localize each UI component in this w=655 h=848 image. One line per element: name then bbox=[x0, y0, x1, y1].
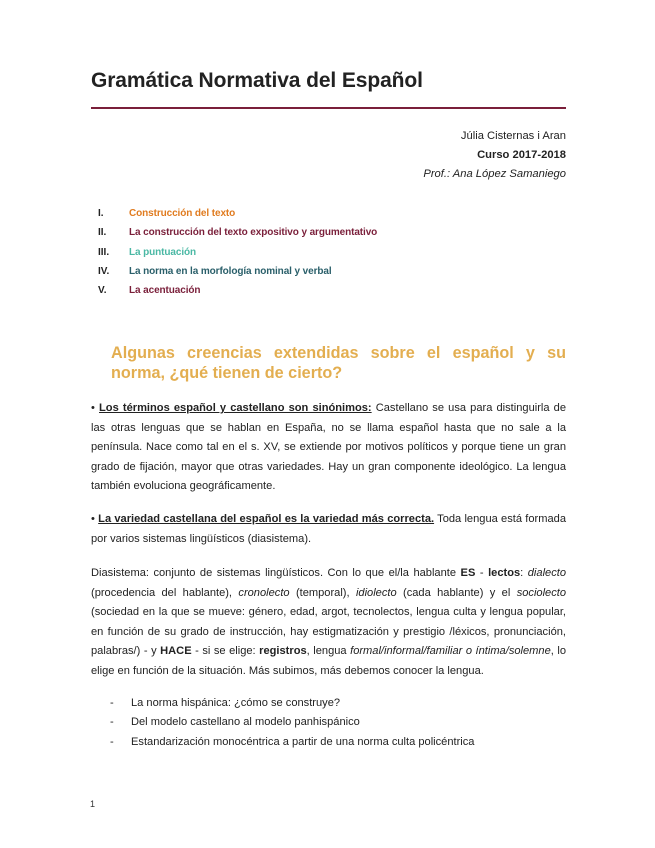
term-idiolecto: idiolecto bbox=[355, 586, 397, 599]
term-dialecto: dialecto bbox=[527, 567, 567, 579]
list-item bbox=[91, 713, 566, 733]
toc-item[interactable] bbox=[98, 243, 558, 262]
dash-glyph: - bbox=[110, 716, 114, 729]
toc-item[interactable] bbox=[98, 223, 558, 242]
dash-glyph: - bbox=[110, 696, 114, 709]
bullet-glyph: • bbox=[91, 513, 95, 525]
list-item bbox=[91, 693, 566, 713]
toc-label[interactable]: La acentuación bbox=[129, 285, 201, 297]
term-es: ES bbox=[460, 567, 476, 579]
text-run: (temporal), bbox=[289, 586, 356, 599]
term-sociolecto: sociolecto bbox=[516, 586, 567, 599]
list-item-text: Estandarización monocéntrica a partir de una norma culta policéntrica bbox=[131, 735, 475, 748]
paragraph-lead: La variedad castellana del español es la variedad más correcta. bbox=[98, 513, 435, 525]
text-run: (cada hablante) y el bbox=[396, 586, 517, 599]
author: Júlia Cisternas i Aran bbox=[460, 130, 566, 142]
toc-item[interactable] bbox=[98, 281, 558, 300]
toc-number: III. bbox=[98, 246, 110, 258]
toc-number: II. bbox=[98, 227, 107, 239]
toc-number: V. bbox=[98, 285, 107, 297]
paragraph-spanish-castilian bbox=[91, 399, 566, 497]
toc-label[interactable]: La construcción del texto expositivo y argumentativo bbox=[129, 227, 378, 239]
dash-glyph: - bbox=[110, 735, 114, 748]
title-rule bbox=[91, 107, 566, 109]
text-run: , lengua bbox=[306, 645, 351, 657]
text-run: - si se elige: bbox=[191, 645, 260, 657]
toc-number: I. bbox=[98, 208, 104, 220]
text-run: - bbox=[475, 567, 489, 579]
page-number: 1 bbox=[90, 799, 96, 809]
text-run: (sociedad en la que se mueve: género, edad, argot, tecnolectos, lengua culta y lengua popular, en función de su grado de instrucción, hay estigmatización y prestigio /léxicos, pronunciación, palabras/) - y bbox=[91, 606, 566, 657]
section-heading: Algunas creencias extendidas sobre el español y su norma, ¿qué tienen de cierto? bbox=[111, 344, 566, 382]
toc-label[interactable]: La norma en la morfología nominal y verbal bbox=[129, 266, 332, 278]
list-item bbox=[91, 732, 566, 752]
toc-item[interactable] bbox=[98, 204, 558, 223]
list-item-text: La norma hispánica: ¿cómo se construye? bbox=[131, 696, 341, 709]
toc-number: IV. bbox=[98, 266, 110, 278]
document-title: Gramática Normativa del Español bbox=[91, 69, 423, 92]
bullet-glyph: • bbox=[91, 402, 95, 414]
text-run: (procedencia del hablante), bbox=[91, 586, 239, 599]
text-run: Diasistema: conjunto de sistemas lingüísticos. Con lo que el/la hablante bbox=[91, 567, 461, 579]
paragraph-castilian-variety bbox=[91, 510, 566, 549]
toc-label[interactable]: Construcción del texto bbox=[129, 208, 236, 220]
term-registros: registros bbox=[259, 645, 307, 657]
professor: Prof.: Ana López Samaniego bbox=[423, 168, 566, 180]
term-lectos: lectos bbox=[488, 567, 521, 579]
topic-list bbox=[91, 693, 566, 752]
table-of-contents bbox=[98, 204, 558, 300]
list-item-text: Del modelo castellano al modelo panhispánico bbox=[131, 716, 360, 729]
paragraph-text: Toda lengua está formada por varios sistemas lingüísticos (diasistema). bbox=[91, 513, 566, 545]
paragraph-lead: Los términos español y castellano son sinónimos: bbox=[99, 402, 372, 414]
term-hace: HACE bbox=[160, 645, 192, 657]
text-run: : bbox=[520, 567, 528, 579]
toc-item[interactable] bbox=[98, 262, 558, 281]
term-formal: formal/informal/familiar o íntima/solemne bbox=[350, 645, 551, 657]
paragraph-diasistema bbox=[91, 564, 566, 681]
paragraph-text: Castellano se usa para distinguirla de las otras lenguas que se hablan en España, no se llama español hasta que no sale a la península. Nace como tal en el s. XV, se extiende por motivos políticos y porque tiene un gran grado de fijación, mayor que otras variedades. Hay un gran componente ideológico. La lengua también evoluciona geográficamente. bbox=[91, 402, 566, 492]
course: Curso 2017-2018 bbox=[477, 149, 566, 161]
toc-label[interactable]: La puntuación bbox=[129, 246, 197, 258]
text-run: , lo elige en función de la situación. Más subimos, más debemos conocer la lengua. bbox=[91, 645, 566, 677]
term-cronolecto: cronolecto bbox=[238, 586, 290, 599]
